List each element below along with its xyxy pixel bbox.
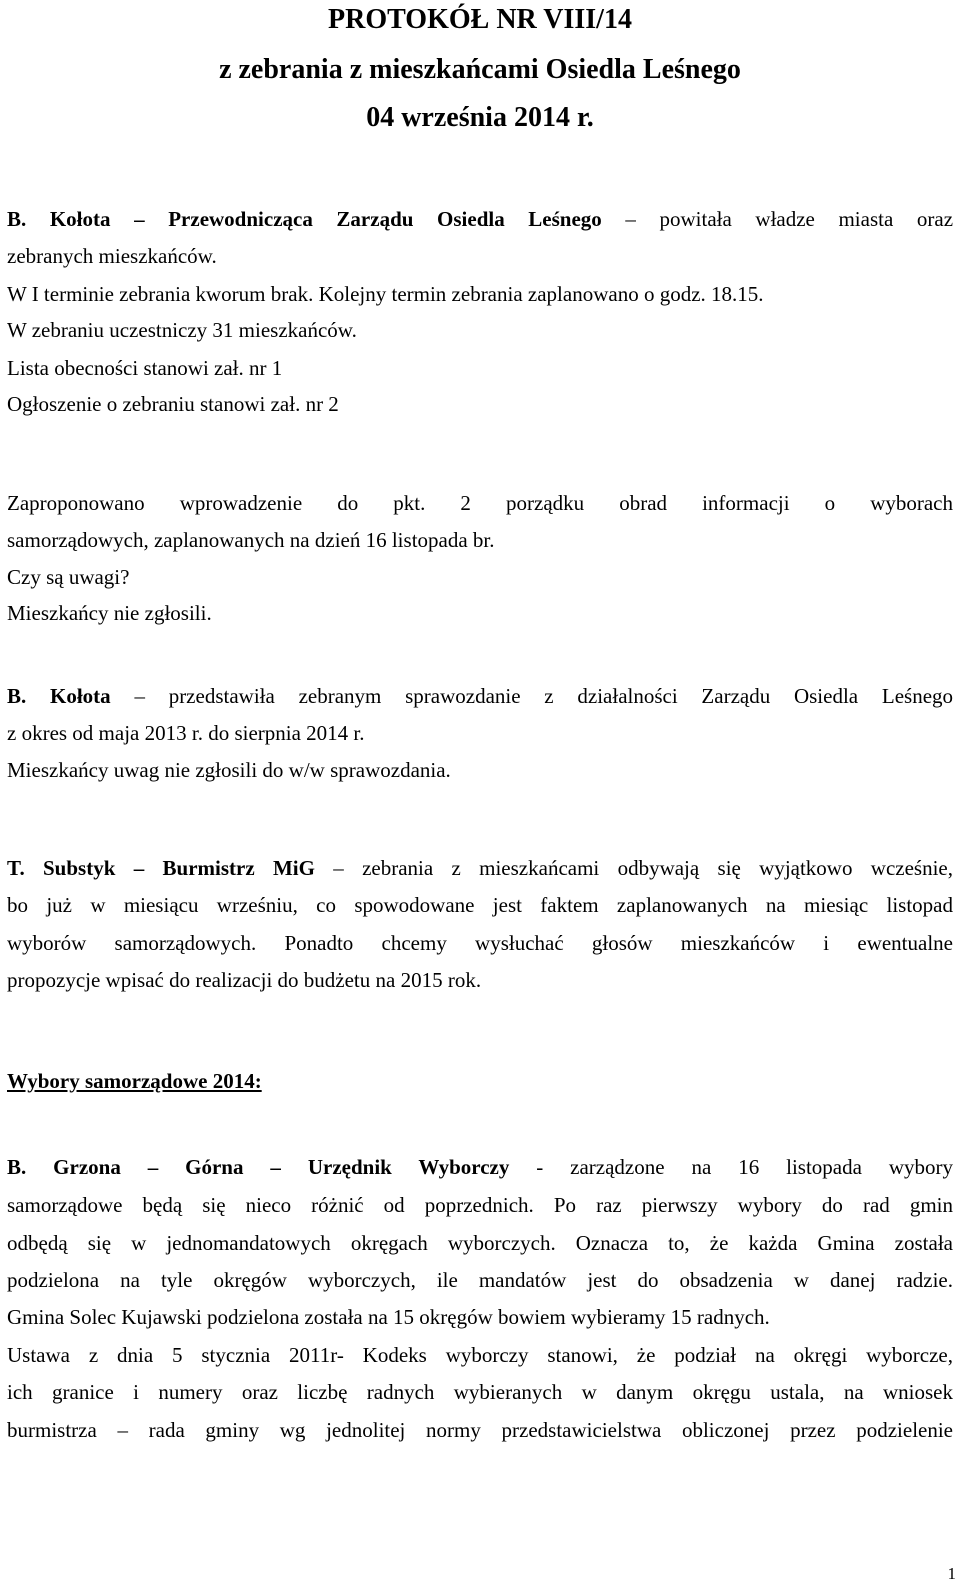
- mayor-line: [7, 858, 953, 879]
- agenda-line: samorządowych, zaplanowanych na dzień 16 listopada br.: [7, 528, 495, 552]
- document-title: PROTOKÓŁ NR VIII/14: [328, 4, 632, 35]
- report-line: [7, 686, 953, 707]
- page-number: 1: [947, 1564, 956, 1583]
- mayor-line: propozycje wpisać do realizacji do budżetu na 2015 rok.: [7, 968, 482, 992]
- intro-text: – powitała władze miasta oraz: [601, 207, 954, 231]
- intro-line: zebranych mieszkańców.: [7, 244, 217, 268]
- intro-line: W I terminie zebrania kworum brak. Kolejny termin zebrania zaplanowano o godz. 18.15.: [7, 282, 764, 306]
- dash: –: [243, 1155, 308, 1179]
- mayor-text: – zebrania z mieszkańcami odbywają się wyjątkowo wcześnie,: [314, 856, 953, 880]
- report-line: Mieszkańcy uwag nie zgłosili do w/w sprawozdania.: [7, 758, 451, 782]
- report-text: – przedstawiła zebranym sprawozdanie z działalności Zarządu Osiedla Leśnego: [110, 684, 954, 708]
- elections-line: odbędą się w jednomandatowych okręgach wyborczych. Oznacza to, że każda Gmina została: [7, 1231, 953, 1255]
- dash: –: [115, 856, 163, 880]
- report-line: z okres od maja 2013 r. do sierpnia 2014 r.: [7, 721, 365, 745]
- elections-line: podzielona na tyle okręgów wyborczych, ile mandatów jest do obsadzenia w danej radzie.: [7, 1268, 953, 1292]
- speaker-name: B. Kołota: [7, 684, 111, 708]
- dash: –: [110, 207, 169, 231]
- elections-line: Ustawa z dnia 5 stycznia 2011r- Kodeks wyborczy stanowi, że podział na okręgi wyborcze,: [7, 1343, 953, 1367]
- agenda-line: Czy są uwagi?: [7, 565, 130, 589]
- agenda-line: Mieszkańcy nie zgłosili.: [7, 601, 212, 625]
- mayor-line: wyborów samorządowych. Ponadto chcemy wysłuchać głosów mieszkańców i ewentualne: [7, 931, 953, 955]
- elections-line: ich granice i numery oraz liczbę radnych wybieranych w danym okręgu ustala, na wniosek: [7, 1380, 953, 1404]
- elections-line: samorządowe będą się nieco różnić od poprzednich. Po raz pierwszy wybory do rad gmin: [7, 1193, 953, 1217]
- speaker-role: Urzędnik Wyborczy: [307, 1155, 510, 1179]
- speaker-name-2: Górna: [185, 1155, 244, 1179]
- speaker-name: B. Kołota: [7, 207, 111, 231]
- speaker-name: B. Grzona: [7, 1155, 121, 1179]
- section-heading-text: Wybory samorządowe 2014:: [7, 1069, 262, 1093]
- intro-line: W zebraniu uczestniczy 31 mieszkańców.: [7, 318, 357, 342]
- elections-text: - zarządzone na 16 listopada wybory: [509, 1155, 954, 1179]
- document-date: 04 września 2014 r.: [366, 102, 594, 133]
- speaker-role: Burmistrz MiG: [162, 856, 315, 880]
- document-subtitle: z zebrania z mieszkańcami Osiedla Leśnego: [219, 54, 741, 85]
- section-heading: [7, 1071, 953, 1092]
- speaker-role: Przewodnicząca Zarządu Osiedla Leśnego: [168, 207, 602, 231]
- elections-line: burmistrza – rada gminy wg jednolitej normy przedstawicielstwa obliczonej przez podzielenie: [7, 1418, 953, 1442]
- elections-line: Gmina Solec Kujawski podzielona została na 15 okręgów bowiem wybieramy 15 radnych.: [7, 1305, 770, 1329]
- intro-line: Lista obecności stanowi zał. nr 1: [7, 356, 283, 380]
- mayor-line: bo już w miesiącu wrześniu, co spowodowane jest faktem zaplanowanych na miesiąc listopad: [7, 893, 953, 917]
- speaker-name: T. Substyk: [7, 856, 116, 880]
- elections-line: [7, 1157, 953, 1178]
- agenda-line: Zaproponowano wprowadzenie do pkt. 2 porządku obrad informacji o wyborach: [7, 491, 953, 515]
- intro-paragraph-line: [7, 209, 953, 230]
- intro-line: Ogłoszenie o zebraniu stanowi zał. nr 2: [7, 392, 339, 416]
- dash: –: [120, 1155, 186, 1179]
